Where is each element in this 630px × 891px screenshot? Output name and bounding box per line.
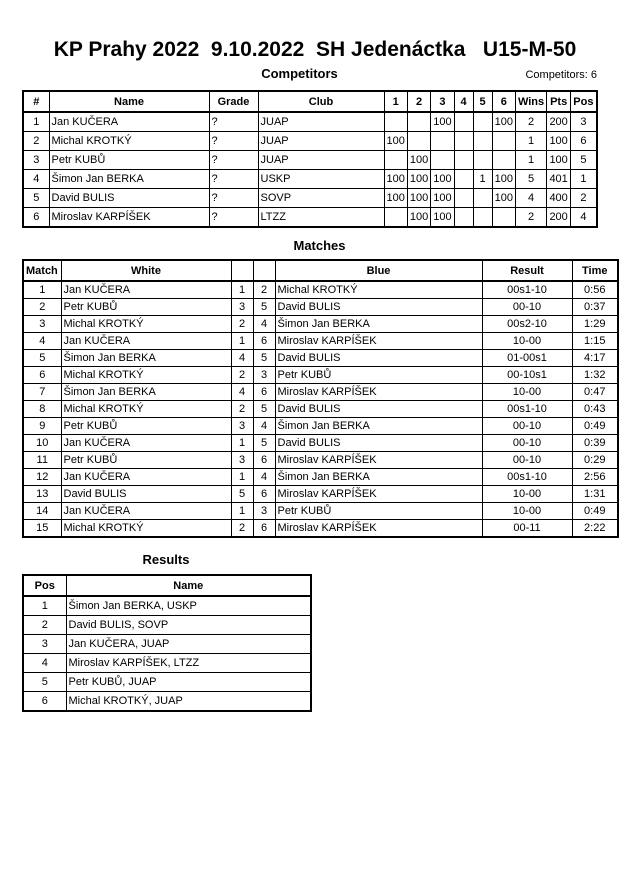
competitor-round-result xyxy=(492,132,515,151)
competitor-club: LTZZ xyxy=(258,208,384,228)
competitor-row xyxy=(23,132,597,151)
competitor-name: Petr KUBŮ xyxy=(49,151,209,170)
matches-section-header xyxy=(22,238,617,253)
competitors-header-name: Name xyxy=(49,91,209,112)
results-header-name: Name xyxy=(66,575,311,596)
match-number: 11 xyxy=(23,452,61,469)
competitor-number: 2 xyxy=(23,132,49,151)
match-row xyxy=(23,281,618,299)
match-row xyxy=(23,418,618,435)
competitors-heading: Competitors xyxy=(261,66,338,81)
match-blue-competitor-number: 2 xyxy=(253,281,275,299)
competitor-round-result: 100 xyxy=(492,170,515,189)
match-white-competitor-number: 1 xyxy=(231,333,253,350)
matches-table xyxy=(22,259,619,538)
result-pos: 6 xyxy=(23,692,66,712)
matches-header-blue-number xyxy=(253,260,275,281)
competitor-round-result: 100 xyxy=(407,151,430,170)
match-blue-name: Šimon Jan BERKA xyxy=(275,418,482,435)
match-blue-competitor-number: 3 xyxy=(253,503,275,520)
competitor-round-result xyxy=(431,151,454,170)
result-name: Petr KUBŮ, JUAP xyxy=(66,673,311,692)
matches-header-white: White xyxy=(61,260,231,281)
match-time: 2:56 xyxy=(572,469,618,486)
competitor-pos: 4 xyxy=(571,208,597,228)
match-white-name: Petr KUBŮ xyxy=(61,418,231,435)
match-blue-competitor-number: 6 xyxy=(253,452,275,469)
competitor-club: JUAP xyxy=(258,151,384,170)
match-blue-name: Petr KUBŮ xyxy=(275,503,482,520)
competitor-club: JUAP xyxy=(258,112,384,132)
match-blue-name: Miroslav KARPÍŠEK xyxy=(275,452,482,469)
match-time: 1:15 xyxy=(572,333,618,350)
competitors-header-round: 1 xyxy=(384,91,407,112)
competitor-club: SOVP xyxy=(258,189,384,208)
match-number: 9 xyxy=(23,418,61,435)
competitor-number: 1 xyxy=(23,112,49,132)
match-row xyxy=(23,401,618,418)
competitor-grade: ? xyxy=(209,151,258,170)
match-number: 15 xyxy=(23,520,61,538)
result-name: David BULIS, SOVP xyxy=(66,616,311,635)
match-time: 1:32 xyxy=(572,367,618,384)
competitor-pts: 401 xyxy=(547,170,571,189)
match-white-competitor-number: 2 xyxy=(231,367,253,384)
competitors-header-club: Club xyxy=(258,91,384,112)
match-white-competitor-number: 3 xyxy=(231,418,253,435)
match-blue-name: Miroslav KARPÍŠEK xyxy=(275,333,482,350)
competitors-header-number: # xyxy=(23,91,49,112)
match-blue-name: David BULIS xyxy=(275,435,482,452)
competitors-header-round: 3 xyxy=(431,91,454,112)
competitor-number: 3 xyxy=(23,151,49,170)
competitor-round-result: 100 xyxy=(407,189,430,208)
page-title: KP Prahy 2022 9.10.2022 SH Jedenáctka U15-M-50 xyxy=(53,38,577,61)
match-blue-competitor-number: 5 xyxy=(253,299,275,316)
competitor-round-result xyxy=(384,151,407,170)
competitor-round-result: 100 xyxy=(431,112,454,132)
competitor-round-result xyxy=(407,132,430,151)
match-white-competitor-number: 2 xyxy=(231,401,253,418)
competitor-round-result xyxy=(454,170,473,189)
match-row xyxy=(23,333,618,350)
match-blue-name: Michal KROTKÝ xyxy=(275,281,482,299)
competitors-header-round: 5 xyxy=(473,91,492,112)
match-blue-name: Šimon Jan BERKA xyxy=(275,316,482,333)
result-row xyxy=(23,635,311,654)
result-row xyxy=(23,596,311,616)
competitor-round-result xyxy=(492,151,515,170)
result-pos: 3 xyxy=(23,635,66,654)
result-row xyxy=(23,692,311,712)
competitor-number: 6 xyxy=(23,208,49,228)
competitors-table xyxy=(22,90,598,228)
competitor-round-result: 100 xyxy=(431,170,454,189)
competitor-round-result xyxy=(407,112,430,132)
match-white-name: Jan KUČERA xyxy=(61,503,231,520)
competitor-round-result: 100 xyxy=(407,170,430,189)
match-white-name: Jan KUČERA xyxy=(61,281,231,299)
competitor-row xyxy=(23,112,597,132)
competitor-round-result: 100 xyxy=(384,132,407,151)
match-number: 13 xyxy=(23,486,61,503)
match-row xyxy=(23,316,618,333)
match-time: 0:39 xyxy=(572,435,618,452)
matches-header-blue: Blue xyxy=(275,260,482,281)
match-blue-name: Miroslav KARPÍŠEK xyxy=(275,384,482,401)
competitors-header-wins: Wins xyxy=(515,91,546,112)
competitor-round-result: 100 xyxy=(384,170,407,189)
result-pos: 1 xyxy=(23,596,66,616)
match-white-name: David BULIS xyxy=(61,486,231,503)
competitors-section-header xyxy=(22,66,597,81)
competitor-name: Miroslav KARPÍŠEK xyxy=(49,208,209,228)
competitor-grade: ? xyxy=(209,208,258,228)
match-white-name: Šimon Jan BERKA xyxy=(61,350,231,367)
competitor-round-result xyxy=(473,132,492,151)
match-blue-competitor-number: 6 xyxy=(253,333,275,350)
competitor-round-result: 100 xyxy=(431,189,454,208)
competitor-name: David BULIS xyxy=(49,189,209,208)
match-number: 10 xyxy=(23,435,61,452)
match-white-name: Jan KUČERA xyxy=(61,435,231,452)
match-time: 0:43 xyxy=(572,401,618,418)
competitor-name: Jan KUČERA xyxy=(49,112,209,132)
competitors-header-round: 4 xyxy=(454,91,473,112)
match-blue-competitor-number: 6 xyxy=(253,486,275,503)
match-white-name: Petr KUBŮ xyxy=(61,299,231,316)
match-blue-competitor-number: 4 xyxy=(253,418,275,435)
match-number: 12 xyxy=(23,469,61,486)
match-result: 00s2-10 xyxy=(482,316,572,333)
results-section-header xyxy=(22,552,310,567)
competitor-wins: 2 xyxy=(515,208,546,228)
match-white-name: Petr KUBŮ xyxy=(61,452,231,469)
competitor-round-result: 100 xyxy=(384,189,407,208)
matches-header-match: Match xyxy=(23,260,61,281)
competitor-row xyxy=(23,208,597,228)
competitor-round-result xyxy=(454,208,473,228)
competitor-round-result xyxy=(431,132,454,151)
competitor-round-result: 100 xyxy=(431,208,454,228)
competitor-wins: 4 xyxy=(515,189,546,208)
competitors-header-round: 6 xyxy=(492,91,515,112)
match-number: 4 xyxy=(23,333,61,350)
match-white-competitor-number: 1 xyxy=(231,469,253,486)
match-result: 00-10 xyxy=(482,418,572,435)
competitor-pts: 100 xyxy=(547,151,571,170)
results-heading: Results xyxy=(142,552,190,567)
competitor-pos: 5 xyxy=(571,151,597,170)
match-blue-name: Šimon Jan BERKA xyxy=(275,469,482,486)
match-result: 00s1-10 xyxy=(482,401,572,418)
match-blue-competitor-number: 6 xyxy=(253,520,275,538)
match-number: 2 xyxy=(23,299,61,316)
competitor-grade: ? xyxy=(209,132,258,151)
match-white-competitor-number: 1 xyxy=(231,281,253,299)
match-row xyxy=(23,452,618,469)
results-header-row xyxy=(23,575,311,596)
match-white-name: Michal KROTKÝ xyxy=(61,520,231,538)
competitor-pts: 200 xyxy=(547,208,571,228)
match-result: 00-10 xyxy=(482,299,572,316)
match-result: 10-00 xyxy=(482,384,572,401)
match-time: 2:22 xyxy=(572,520,618,538)
competitor-row xyxy=(23,189,597,208)
match-result: 00s1-10 xyxy=(482,281,572,299)
result-row xyxy=(23,654,311,673)
competitor-name: Šimon Jan BERKA xyxy=(49,170,209,189)
competitor-wins: 1 xyxy=(515,151,546,170)
competitor-pos: 1 xyxy=(571,170,597,189)
result-row xyxy=(23,673,311,692)
match-white-name: Michal KROTKÝ xyxy=(61,316,231,333)
competitor-round-result xyxy=(454,189,473,208)
competitors-header-pts: Pts xyxy=(547,91,571,112)
competitor-round-result xyxy=(454,132,473,151)
competitor-round-result xyxy=(492,208,515,228)
competitor-pts: 100 xyxy=(547,132,571,151)
match-white-name: Šimon Jan BERKA xyxy=(61,384,231,401)
competitor-pos: 3 xyxy=(571,112,597,132)
result-name: Šimon Jan BERKA, USKP xyxy=(66,596,311,616)
match-number: 3 xyxy=(23,316,61,333)
matches-heading: Matches xyxy=(293,238,346,253)
competitor-round-result: 1 xyxy=(473,170,492,189)
match-white-competitor-number: 4 xyxy=(231,350,253,367)
match-blue-name: David BULIS xyxy=(275,299,482,316)
competitor-grade: ? xyxy=(209,112,258,132)
competitor-round-result xyxy=(384,208,407,228)
match-time: 0:47 xyxy=(572,384,618,401)
competitor-round-result xyxy=(473,112,492,132)
competitor-round-result: 100 xyxy=(492,112,515,132)
matches-header-result: Result xyxy=(482,260,572,281)
competitor-row xyxy=(23,151,597,170)
match-row xyxy=(23,350,618,367)
competitors-header-pos: Pos xyxy=(571,91,597,112)
match-row xyxy=(23,435,618,452)
competitor-round-result xyxy=(384,112,407,132)
match-white-competitor-number: 3 xyxy=(231,452,253,469)
competitor-round-result xyxy=(473,189,492,208)
match-blue-competitor-number: 6 xyxy=(253,384,275,401)
match-number: 5 xyxy=(23,350,61,367)
match-blue-name: Miroslav KARPÍŠEK xyxy=(275,486,482,503)
match-white-competitor-number: 3 xyxy=(231,299,253,316)
competitor-wins: 2 xyxy=(515,112,546,132)
result-name: Miroslav KARPÍŠEK, LTZZ xyxy=(66,654,311,673)
result-pos: 5 xyxy=(23,673,66,692)
match-white-competitor-number: 5 xyxy=(231,486,253,503)
match-blue-name: David BULIS xyxy=(275,401,482,418)
result-name: Michal KROTKÝ, JUAP xyxy=(66,692,311,712)
match-result: 10-00 xyxy=(482,503,572,520)
match-row xyxy=(23,486,618,503)
match-white-competitor-number: 1 xyxy=(231,435,253,452)
match-time: 0:56 xyxy=(572,281,618,299)
competitor-round-result xyxy=(473,208,492,228)
competitor-grade: ? xyxy=(209,189,258,208)
match-result: 00-10 xyxy=(482,452,572,469)
match-number: 14 xyxy=(23,503,61,520)
match-result: 00s1-10 xyxy=(482,469,572,486)
competitor-number: 5 xyxy=(23,189,49,208)
match-number: 7 xyxy=(23,384,61,401)
match-white-competitor-number: 4 xyxy=(231,384,253,401)
match-blue-competitor-number: 4 xyxy=(253,316,275,333)
match-time: 0:49 xyxy=(572,418,618,435)
match-blue-competitor-number: 5 xyxy=(253,401,275,418)
match-row xyxy=(23,503,618,520)
competitors-header-row xyxy=(23,91,597,112)
match-result: 00-11 xyxy=(482,520,572,538)
competitor-club: USKP xyxy=(258,170,384,189)
match-row xyxy=(23,469,618,486)
match-time: 0:29 xyxy=(572,452,618,469)
match-white-name: Michal KROTKÝ xyxy=(61,401,231,418)
match-blue-competitor-number: 4 xyxy=(253,469,275,486)
matches-header-white-number xyxy=(231,260,253,281)
result-pos: 2 xyxy=(23,616,66,635)
match-blue-competitor-number: 5 xyxy=(253,435,275,452)
result-name: Jan KUČERA, JUAP xyxy=(66,635,311,654)
match-row xyxy=(23,367,618,384)
competitor-pos: 2 xyxy=(571,189,597,208)
competitor-grade: ? xyxy=(209,170,258,189)
match-result: 10-00 xyxy=(482,486,572,503)
competitor-pts: 400 xyxy=(547,189,571,208)
competitor-round-result: 100 xyxy=(407,208,430,228)
competitor-pos: 6 xyxy=(571,132,597,151)
match-white-competitor-number: 1 xyxy=(231,503,253,520)
competitor-round-result: 100 xyxy=(492,189,515,208)
match-white-name: Jan KUČERA xyxy=(61,333,231,350)
match-blue-competitor-number: 3 xyxy=(253,367,275,384)
competitor-number: 4 xyxy=(23,170,49,189)
match-time: 1:31 xyxy=(572,486,618,503)
match-white-competitor-number: 2 xyxy=(231,520,253,538)
competitors-count-label: Competitors: 6 xyxy=(525,69,597,81)
matches-header-row xyxy=(23,260,618,281)
match-blue-name: David BULIS xyxy=(275,350,482,367)
competitor-pts: 200 xyxy=(547,112,571,132)
match-result: 10-00 xyxy=(482,333,572,350)
competitor-row xyxy=(23,170,597,189)
match-time: 4:17 xyxy=(572,350,618,367)
competitor-round-result xyxy=(454,112,473,132)
match-white-name: Michal KROTKÝ xyxy=(61,367,231,384)
results-header-pos: Pos xyxy=(23,575,66,596)
matches-header-time: Time xyxy=(572,260,618,281)
match-time: 0:37 xyxy=(572,299,618,316)
competitor-club: JUAP xyxy=(258,132,384,151)
match-blue-competitor-number: 5 xyxy=(253,350,275,367)
match-time: 1:29 xyxy=(572,316,618,333)
match-white-competitor-number: 2 xyxy=(231,316,253,333)
competitor-wins: 1 xyxy=(515,132,546,151)
competitor-round-result xyxy=(454,151,473,170)
match-blue-name: Miroslav KARPÍŠEK xyxy=(275,520,482,538)
competitors-header-round: 2 xyxy=(407,91,430,112)
match-result: 00-10 xyxy=(482,435,572,452)
result-row xyxy=(23,616,311,635)
competitor-round-result xyxy=(473,151,492,170)
match-white-name: Jan KUČERA xyxy=(61,469,231,486)
match-row xyxy=(23,299,618,316)
match-row xyxy=(23,520,618,538)
match-time: 0:49 xyxy=(572,503,618,520)
competitors-header-grade: Grade xyxy=(209,91,258,112)
match-result: 00-10s1 xyxy=(482,367,572,384)
results-table xyxy=(22,574,312,712)
match-row xyxy=(23,384,618,401)
competitor-name: Michal KROTKÝ xyxy=(49,132,209,151)
match-number: 6 xyxy=(23,367,61,384)
match-number: 1 xyxy=(23,281,61,299)
match-result: 01-00s1 xyxy=(482,350,572,367)
result-pos: 4 xyxy=(23,654,66,673)
competitor-wins: 5 xyxy=(515,170,546,189)
match-number: 8 xyxy=(23,401,61,418)
match-blue-name: Petr KUBŮ xyxy=(275,367,482,384)
